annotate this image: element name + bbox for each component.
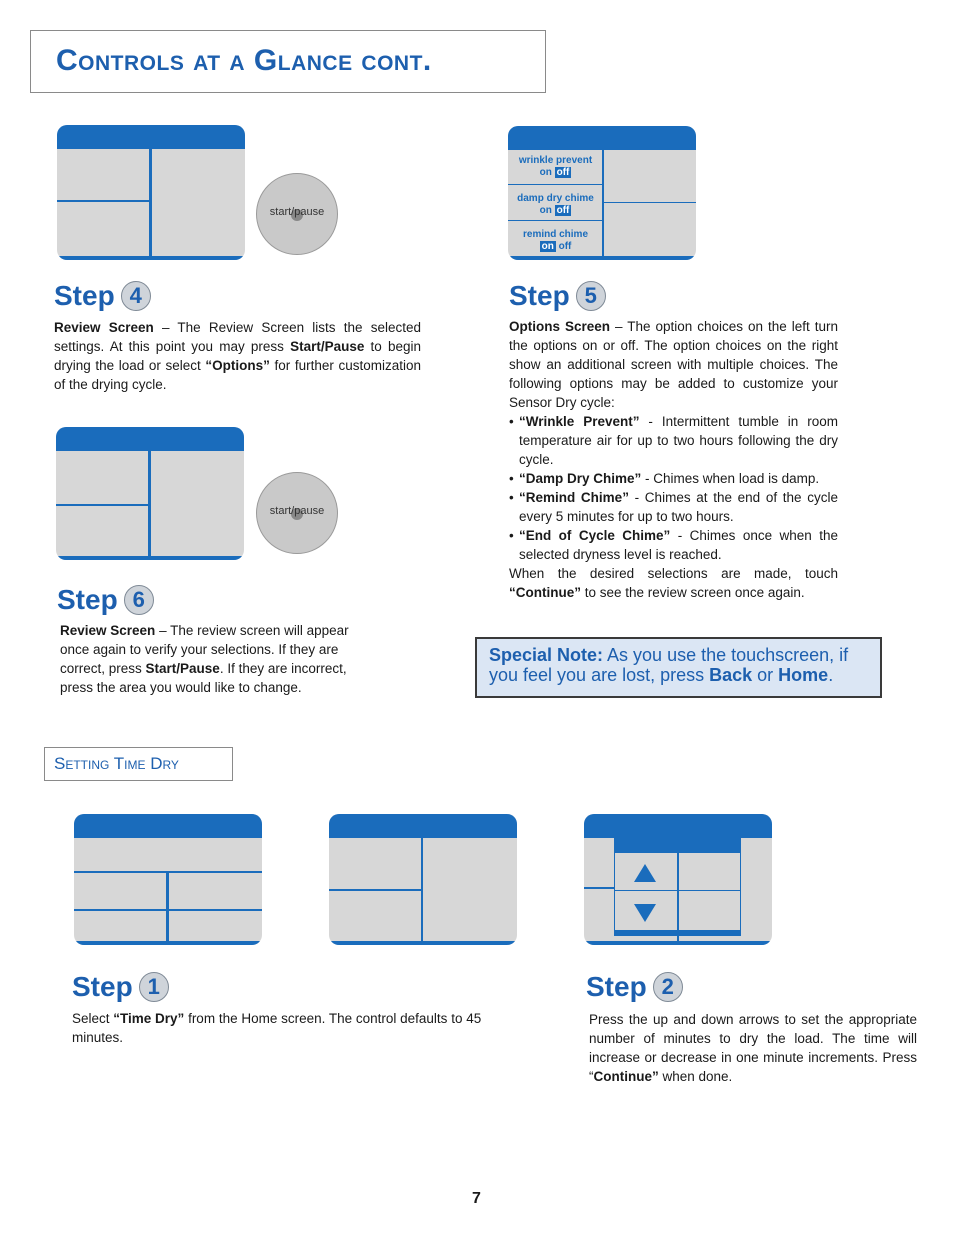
time-adjust-screen-illustration bbox=[584, 814, 772, 945]
step1-heading: Step 1 bbox=[72, 971, 169, 1003]
step2-heading: Step 2 bbox=[586, 971, 683, 1003]
options-screen-illustration: wrinkle prevent on off damp dry chime on off remind chime on off bbox=[508, 126, 696, 260]
step-number: 4 bbox=[121, 281, 151, 311]
step1-text: Select “Time Dry” from the Home screen. The control defaults to 45 minutes. bbox=[72, 1011, 482, 1045]
review-screen-illustration-2 bbox=[56, 427, 244, 560]
start-pause-dial-2: start/pause bbox=[256, 472, 338, 554]
page-title: Controls at a Glance cont. bbox=[56, 44, 432, 77]
bullet-item: • “Wrinkle Prevent” - Intermittent tumble in room temperature air for up to two hours following the dry cycle. bbox=[509, 412, 838, 469]
time-dry-screen-illustration bbox=[329, 814, 517, 945]
special-note: Special Note: As you use the touchscreen, if you feel you are lost, press Back or Home. bbox=[475, 637, 882, 698]
review-screen-illustration bbox=[57, 125, 245, 260]
step5-heading: Step 5 bbox=[509, 280, 606, 312]
bullet-item: • “Damp Dry Chime” - Chimes when load is damp. bbox=[509, 469, 838, 488]
section-title: Setting Time Dry bbox=[54, 754, 179, 773]
down-arrow-icon bbox=[634, 904, 656, 922]
home-screen-illustration bbox=[74, 814, 262, 945]
step4-heading bbox=[54, 280, 151, 312]
step4-text: Review Screen – The Review Screen lists the selected settings. At this point you may press Start/Pause to begin drying the load or select “Options” for further customization of the drying cycle. bbox=[54, 320, 422, 392]
step5-text: Options Screen – The option choices on the left turn the options on or off. The option choices on the right show an additional screen with multiple choices. The following options may be added to customize your Sensor Dry cycle: • “Wrinkle Prevent” - Intermittent tumble in room temperature air for up to two hours following the dry cycle. • “Damp Dry Chime” - Chimes when load is damp. • “Remind Chime” - Chimes at the end of the cycle every 5 minutes for up to two hours. • “End of Cycle Chime” - Chimes once when the selected dryness level is reached. When the desired selections are made, touch “Continue” to see the review screen once again. bbox=[509, 317, 838, 602]
dial-label: start/pause bbox=[269, 206, 325, 218]
start-pause-dial bbox=[256, 173, 338, 255]
step-label: Step bbox=[54, 280, 115, 311]
bullet-item: • “Remind Chime” - Chimes at the end of the cycle every 5 minutes for up to two hours. bbox=[509, 488, 838, 526]
step6-text: Review Screen – The review screen will appear once again to verify your selections. If they are correct, press Start/Pause. If they are incorrect, press the area you would like to change. bbox=[60, 623, 349, 695]
page-number: 7 bbox=[472, 1190, 481, 1207]
up-arrow-icon bbox=[634, 864, 656, 882]
bullet-item: • “End of Cycle Chime” - Chimes once when the selected dryness level is reached. bbox=[509, 526, 838, 564]
step6-heading: Step 6 bbox=[57, 584, 154, 616]
step2-text: Press the up and down arrows to set the appropriate number of minutes to dry the load. The time will increase or decrease in one minute increments. Press “Continue” when done. bbox=[589, 1012, 917, 1084]
